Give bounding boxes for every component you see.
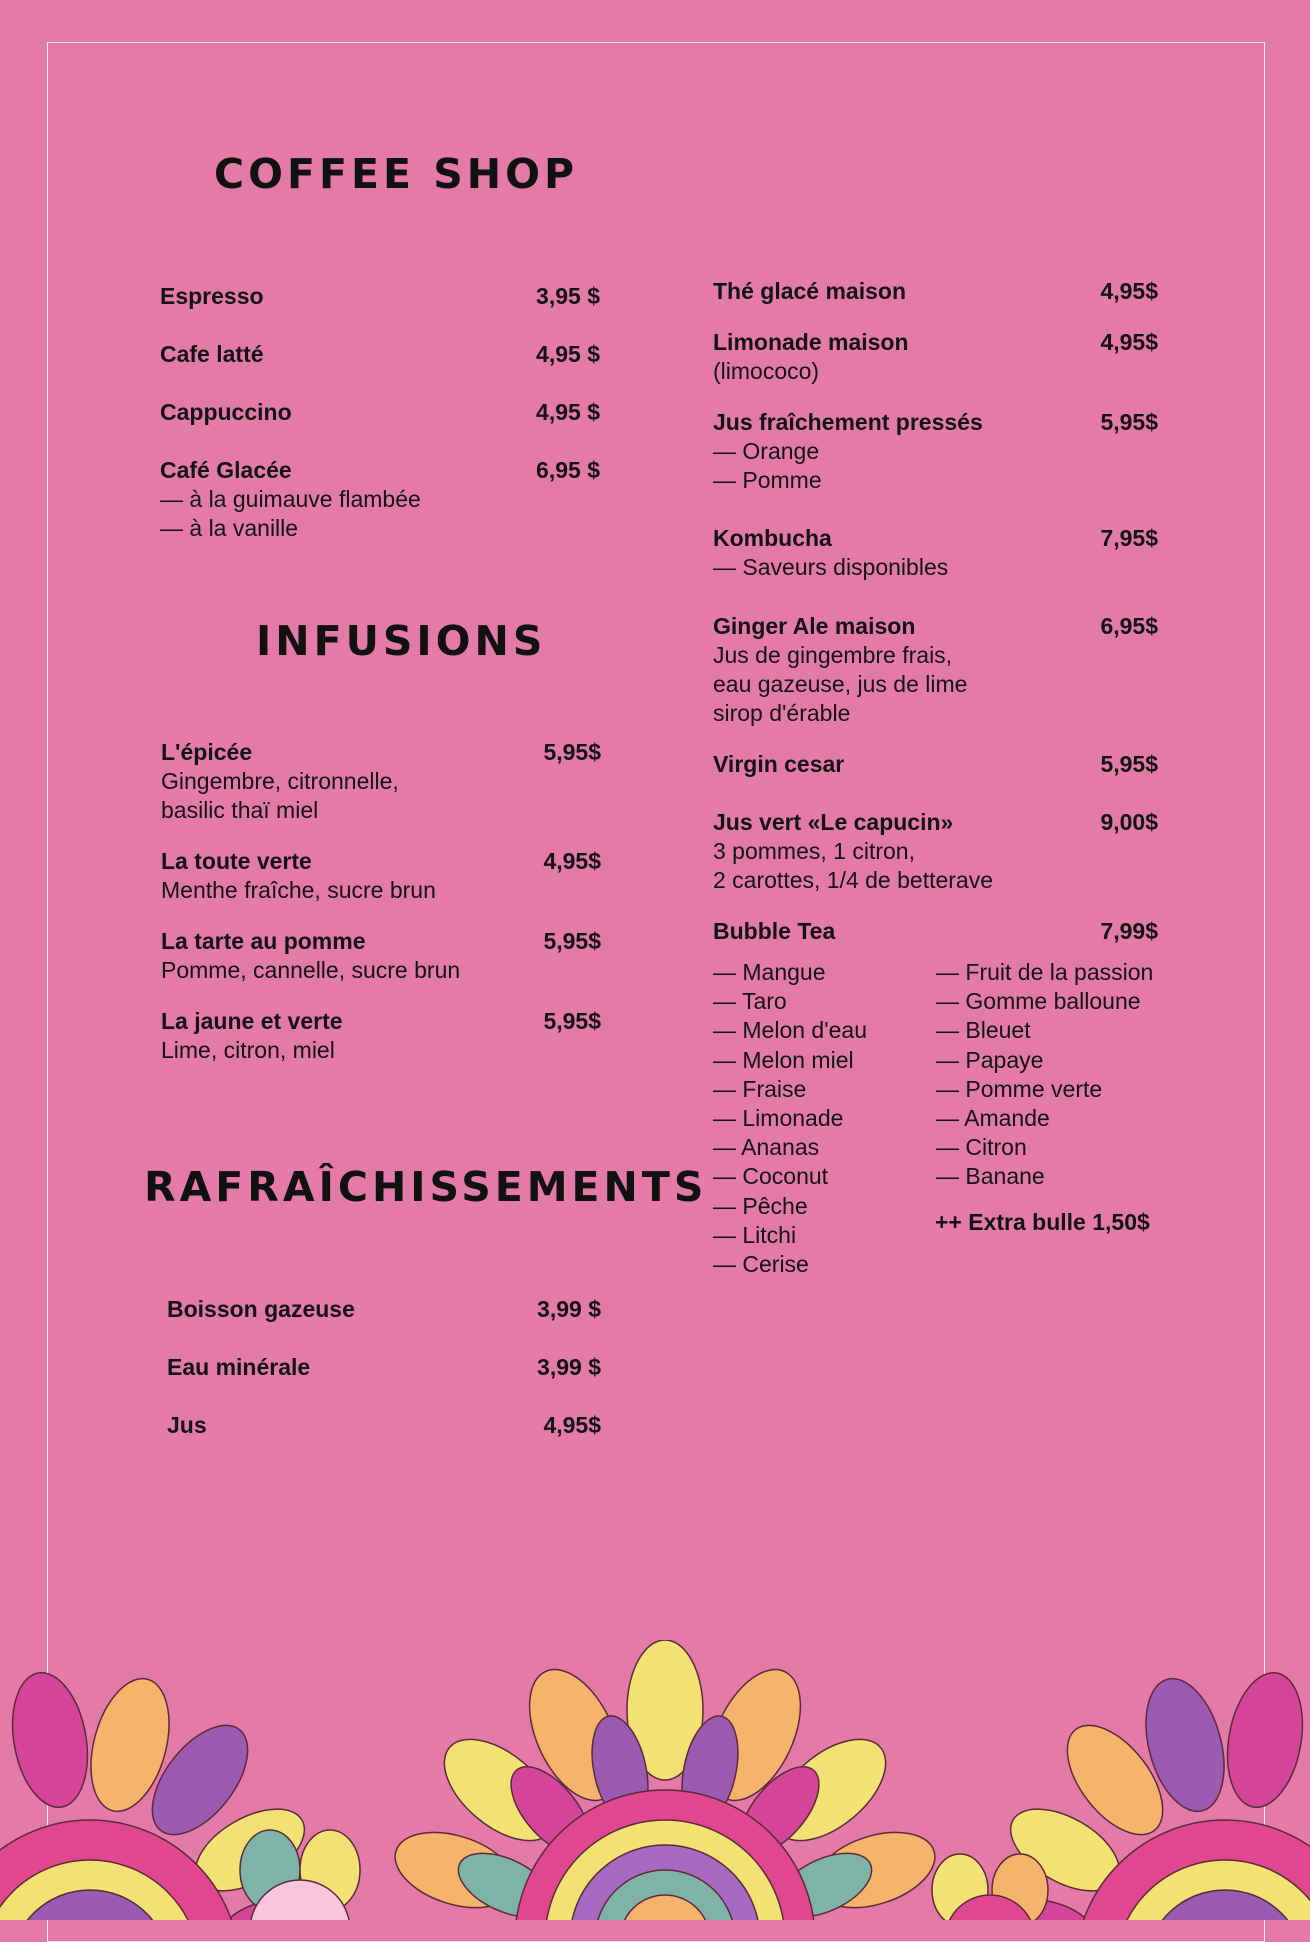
menu-item xyxy=(713,408,1158,495)
item-desc: basilic thaï miel xyxy=(161,797,319,823)
extra-bubble-price: ++ Extra bulle 1,50$ xyxy=(935,1209,1150,1235)
item-price: 6,95 $ xyxy=(536,457,600,483)
item-price: 5,95$ xyxy=(1100,751,1158,777)
item-name: Thé glacé maison xyxy=(713,278,907,304)
flavor-item: — Melon d'eau xyxy=(713,1017,867,1044)
item-name: Jus vert «Le capucin» xyxy=(713,809,954,835)
item-desc: Gingembre, citronnelle, xyxy=(161,768,399,794)
item-name: Virgin cesar xyxy=(713,751,845,777)
item-name: Cappuccino xyxy=(160,399,292,425)
flavor-item: — Pêche xyxy=(713,1192,808,1219)
flavor-item: — Papaye xyxy=(936,1046,1044,1073)
item-desc: 3 pommes, 1 citron, xyxy=(713,838,915,864)
menu-item xyxy=(161,847,601,905)
item-desc: (limococo) xyxy=(713,358,820,384)
menu-item xyxy=(161,927,601,985)
item-price: 5,95$ xyxy=(543,928,601,954)
menu-item xyxy=(713,328,1158,386)
flavor-item: — Cerise xyxy=(713,1251,809,1278)
flavor-item: — Pomme verte xyxy=(936,1075,1103,1102)
item-price: 3,99 $ xyxy=(537,1296,601,1322)
flavor-column-2 xyxy=(936,958,1153,1192)
item-desc: Jus de gingembre frais, xyxy=(713,642,953,668)
item-desc: — Pomme xyxy=(713,467,822,493)
infusions-heading: INFUSIONS xyxy=(256,617,547,665)
refresh-heading: RAFRAÎCHISSEMENTS xyxy=(144,1163,708,1211)
item-desc: Pomme, cannelle, sucre brun xyxy=(161,957,461,983)
menu-item xyxy=(161,1007,601,1065)
menu-item xyxy=(167,1295,601,1324)
item-name: Café Glacée xyxy=(160,457,292,483)
item-desc: — à la guimauve flambée xyxy=(160,486,421,512)
item-name: La jaune et verte xyxy=(161,1008,343,1034)
item-price: 7,99$ xyxy=(1100,918,1158,944)
menu-item xyxy=(160,340,600,369)
flavor-item: — Banane xyxy=(936,1163,1045,1190)
flavor-item: — Bleuet xyxy=(936,1017,1031,1044)
flavor-column-1 xyxy=(713,958,867,1279)
item-desc: 2 carottes, 1/4 de betterave xyxy=(713,867,994,893)
flavor-item: — Ananas xyxy=(713,1134,820,1161)
item-name: La toute verte xyxy=(161,848,312,874)
menu-item xyxy=(713,524,1158,582)
coffee-heading: COFFEE SHOP xyxy=(214,150,578,198)
item-name: Ginger Ale maison xyxy=(713,613,916,639)
item-desc: — Orange xyxy=(713,438,820,464)
menu-item xyxy=(713,612,1158,728)
menu-item xyxy=(167,1411,601,1440)
item-desc: Menthe fraîche, sucre brun xyxy=(161,877,436,903)
flavor-item: — Fruit de la passion xyxy=(936,959,1154,985)
flavor-item: — Coconut xyxy=(713,1163,829,1190)
menu-item xyxy=(713,277,1158,306)
item-price: 3,99 $ xyxy=(537,1354,601,1380)
item-name: L'épicée xyxy=(161,739,253,765)
item-price: 4,95$ xyxy=(543,1412,601,1438)
item-price: 4,95$ xyxy=(1100,329,1158,355)
menu-item xyxy=(713,750,1158,779)
item-price: 4,95 $ xyxy=(536,341,600,367)
menu-item xyxy=(713,917,1158,946)
mandala-decoration xyxy=(0,1640,1310,1920)
flavor-item: — Litchi xyxy=(713,1221,797,1248)
menu-item xyxy=(160,398,600,427)
flavor-item: — Fraise xyxy=(713,1075,807,1102)
flavor-item: — Melon miel xyxy=(713,1046,854,1073)
item-price: 3,95 $ xyxy=(536,283,600,309)
item-name: Cafe latté xyxy=(160,341,264,367)
item-name: Eau minérale xyxy=(167,1354,311,1380)
item-desc: Lime, citron, miel xyxy=(161,1037,335,1063)
item-desc: eau gazeuse, jus de lime xyxy=(713,671,968,697)
item-price: 4,95$ xyxy=(1100,278,1158,304)
item-desc: — Saveurs disponibles xyxy=(713,554,949,580)
item-name: La tarte au pomme xyxy=(161,928,366,954)
menu-item xyxy=(160,282,600,311)
menu-item xyxy=(167,1353,601,1382)
item-name: Jus xyxy=(167,1412,207,1438)
flavor-item: — Amande xyxy=(936,1105,1050,1132)
item-desc: sirop d'érable xyxy=(713,700,851,726)
flavor-item: — Gomme balloune xyxy=(936,988,1141,1015)
item-name: Bubble Tea xyxy=(713,918,836,944)
item-price: 6,95$ xyxy=(1100,613,1158,639)
item-price: 5,95$ xyxy=(1100,409,1158,435)
item-price: 4,95 $ xyxy=(536,399,600,425)
item-name: Kombucha xyxy=(713,525,832,551)
item-name: Limonade maison xyxy=(713,329,909,355)
item-name: Boisson gazeuse xyxy=(167,1296,355,1322)
menu-item xyxy=(160,456,600,543)
item-name: Espresso xyxy=(160,283,264,309)
item-price: 4,95$ xyxy=(543,848,601,874)
flavor-item: — Taro xyxy=(713,988,787,1015)
item-price: 7,95$ xyxy=(1100,525,1158,551)
flavor-item: — Citron xyxy=(936,1134,1027,1161)
flavor-item: — Mangue xyxy=(713,959,826,985)
flavor-item: — Limonade xyxy=(713,1105,844,1132)
item-name: Jus fraîchement pressés xyxy=(713,409,983,435)
menu-item xyxy=(713,808,1158,895)
item-desc: — à la vanille xyxy=(160,515,299,541)
item-price: 9,00$ xyxy=(1100,809,1158,835)
item-price: 5,95$ xyxy=(543,739,601,765)
item-price: 5,95$ xyxy=(543,1008,601,1034)
menu-item xyxy=(161,738,601,825)
